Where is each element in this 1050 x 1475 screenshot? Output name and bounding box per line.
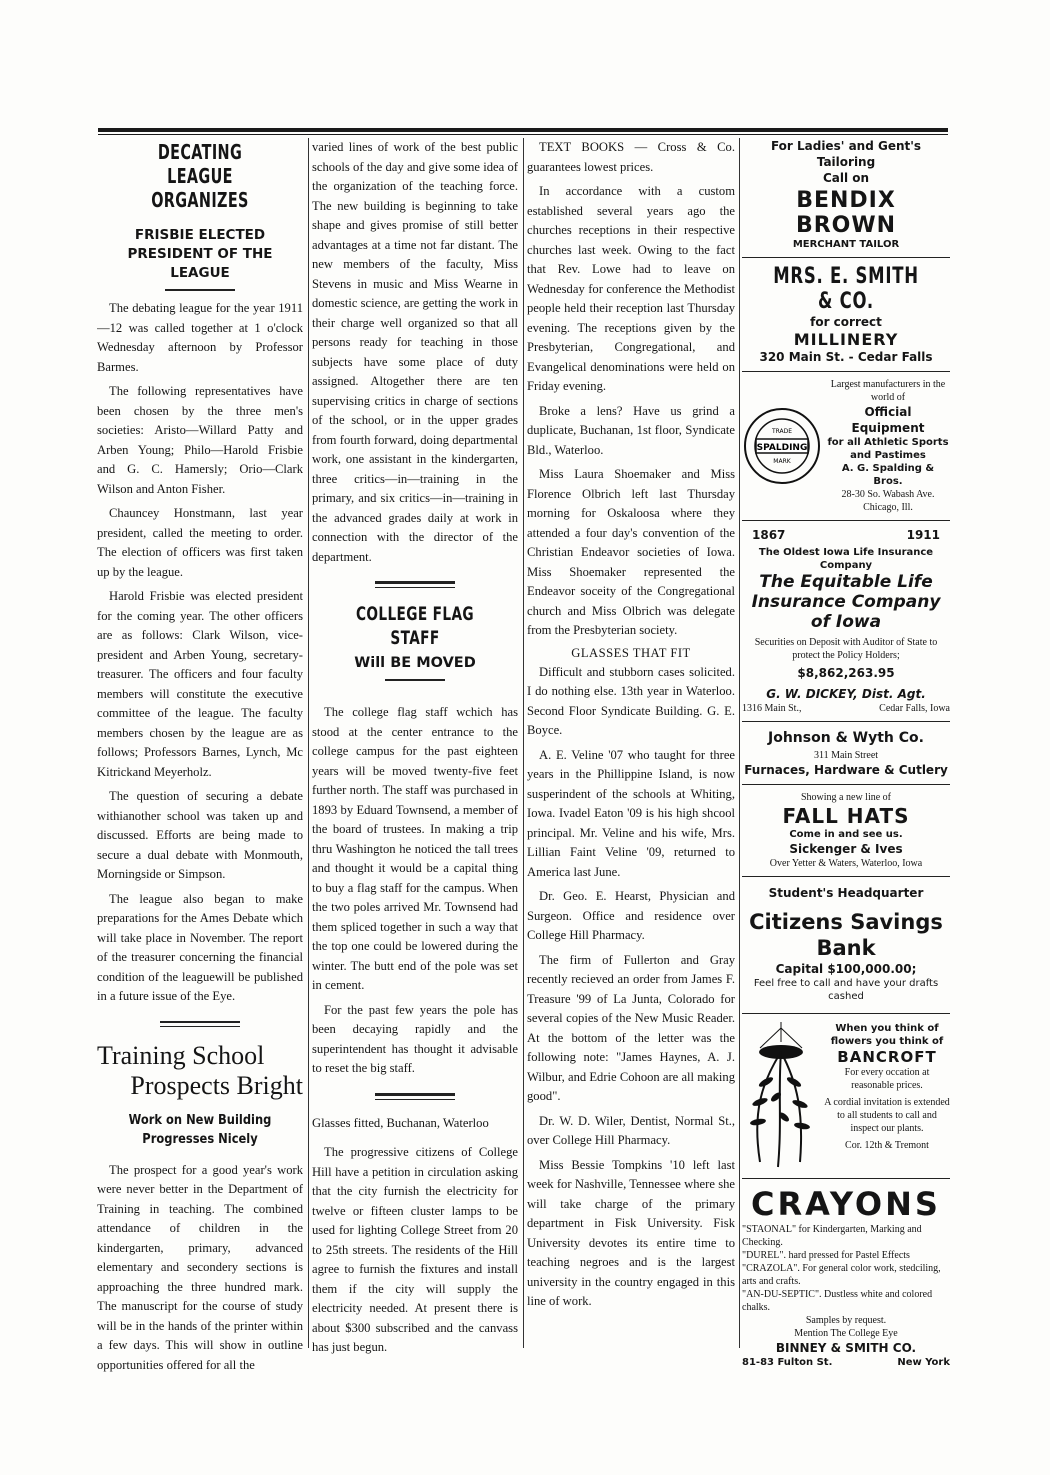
- ad-name: The Equitable Life: [759, 572, 933, 592]
- ad-text: Furnaces, Hardware & Cutlery: [744, 763, 948, 777]
- ad-text: for all Athletic Sports and Pastimes: [827, 437, 949, 461]
- ad-text: MERCHANT TAILOR: [792, 239, 900, 250]
- paragraph: The firm of Fullerton and Gray recently recieved an order from James F. Treasure '99 of La Junta, Colorado for several copies of the New Music Reader. At the bottom of the letter was the following note: "James Haynes, A. J. Wilbur, and Edrie Cohoon are all making good".: [527, 952, 735, 1103]
- paragraph: For the past few years the pole has been decaying rapidly and the superintendent has thought it advisable to reset the big staff.: [312, 1002, 518, 1075]
- ad-text: BINNEY & SMITH CO.: [775, 1341, 917, 1355]
- column-1: [97, 138, 303, 1380]
- paragraph: The question of securing a debate withianother school was taken up and discussed. Efforts are being made to secure a dual debate with Monmouth, Morningside or Simpson.: [97, 789, 303, 881]
- ad-text: 1867: [752, 528, 786, 542]
- ad-text: "CRAZOLA". For general color work, stedciling, arts and crafts.: [742, 1263, 941, 1287]
- paragraph: The prospect for a good year's work were never better in the Department of Training in teaching. The combined attendance of children in the kindergarten, primary, advanced elementary and secondery sections is approaching the three hundred mark. The manuscript for the course of study will be in the hands of the printer within a few days. This will show in outline opportunities offered for all the: [97, 1162, 303, 1372]
- ad-text: for correct: [810, 315, 882, 329]
- paragraph: varied lines of work of the best public schools of the day and give some idea of the organization of the teaching force. The new building is beginning to take shape and gives promise of still better advantages at a time not far distant. The new members of the faculty, Miss Stevens in music and Miss Wearne in domestic science, are getting the work in their charge well organized so that all persons ready for teaching in those subjects have some place of duty assigned. Altogether there are ten supervising critics in charge of sections of the school, or in the upper grades from fourth forward, doing departmental work, one assistant in the kindergarten, three critics—in—training in the primary, and six critics—in—training in the advanced grades daily at work in connection with the director of the department.: [312, 140, 518, 564]
- paragraph: The league also began to make preparations for the Ames Debate which will take place in November. The report of the treasurer concerning the financial condition of the leaguewill be published in a future issue of the Eye.: [97, 891, 303, 1003]
- ad-text: G. W. DICKEY, Dist. Agt.: [766, 687, 926, 701]
- paragraph: Harold Frisbie was elected president for the coming year. The other officers are as follows: Clark Wilson, vice-president and Arben Young, secretary-treasurer. The officers and four faculty members will constitute the executive committee of the league. The faculty members chosen by the league are as follows; Professors Barnes, Lynch, Mc Kitrickand Meyerholz.: [97, 589, 303, 779]
- ad-text: Over Yetter & Waters, Waterloo, Iowa: [769, 858, 923, 869]
- paragraph: Miss Laura Shoemaker and Miss Florence Olbrich left last Thursday morning for Oskaloosa where they attended a four day's convention of the Christian Endeavor societies of Iowa. Miss Shoemaker represented the Endeavor soceity of the Congregational church and Miss Olbrich was delegate from the Presbyterian society.: [527, 467, 735, 637]
- ad-text: Chicago, Ill.: [863, 502, 913, 513]
- ad-text: Student's Headquarter: [768, 886, 924, 900]
- ad-bendix-brown: [742, 138, 950, 251]
- paragraph: The progressive citizens of College Hill have a petition in circulation asking that the city furnish the electricity for twelve or fifteen cluster lamps to be used for lighting College Street from 20 to 25th streets. The residents of the Hill agree to furnish the fixtures and install them if the city will supply the electricity needed. At present there is about $300 subscribed and the canvass has just begun.: [312, 1145, 518, 1354]
- ad-name: of Iowa: [810, 612, 882, 632]
- ad-crayons: [742, 1185, 950, 1369]
- column-divider: [739, 138, 740, 1348]
- ad-text: 81-83 Fulton St.: [742, 1357, 833, 1368]
- paragraph: Difficult and stubborn cases solicited. I do nothing else. 13th year in Waterloo. Second Floor Syndicate Building. G. E. Boyce.: [527, 664, 735, 737]
- ad-text: Come in and see us.: [789, 829, 903, 840]
- ad-text: MILLINERY: [793, 330, 899, 349]
- ad-text: For every occation at reasonable prices.: [844, 1067, 930, 1091]
- ad-name: BANCROFT: [837, 1048, 937, 1066]
- ad-text: 1316 Main St.,: [742, 703, 802, 714]
- ad-text: Cedar Falls, Iowa: [879, 703, 950, 714]
- ad-text: The Oldest Iowa Life Insurance Company: [758, 547, 934, 571]
- ad-smith-millinery: [742, 264, 950, 365]
- paragraph: TEXT BOOKS — Cross & Co. guarantees lowest prices.: [527, 140, 735, 174]
- ad-text: Call on: [822, 171, 870, 185]
- divider: [742, 1178, 950, 1179]
- ad-text: 1911: [906, 528, 940, 542]
- ad-name: Citizens Savings: [749, 910, 943, 934]
- paragraph: The debating league for the year 1911—12 was called together at 1 o'clock Wednesday afternoon by Professor Barmes.: [97, 301, 303, 374]
- ad-text: "STAONAL" for Kindergarten, Marking and Checking.: [742, 1224, 922, 1248]
- ad-name: CRAYONS: [751, 1185, 941, 1223]
- divider: [742, 721, 950, 722]
- ad-text: When you think of flowers you think of: [830, 1023, 944, 1047]
- ad-text: A cordial invitation is extended to all students to call and inspect our plants.: [824, 1097, 950, 1134]
- top-rule-thin: [98, 134, 948, 135]
- ad-text: Cor. 12th & Tremont: [845, 1140, 929, 1151]
- ad-johnson-wyth: [742, 730, 950, 778]
- ad-text: Securities on Deposit with Auditor of State to protect the Policy Holders;: [754, 637, 938, 661]
- ad-text: Feel free to call and have your drafts cashed: [753, 978, 939, 1002]
- flag-headline: COLLEGE FLAG STAFF: [356, 603, 474, 649]
- glasses-heading: GLASSES THAT FIT: [571, 645, 691, 660]
- paragraph: Broke a lens? Have us grind a duplicate, Buchanan, 1st floor, Syndicate Bld., Waterloo.: [527, 403, 735, 457]
- paragraph: Dr. W. D. Wiler, Dentist, Normal St., over College Hill Pharmacy.: [527, 1113, 735, 1147]
- spalding-seal-text: SPALDING: [756, 443, 808, 453]
- ad-text: 320 Main St. - Cedar Falls: [759, 350, 933, 364]
- divider: [742, 876, 950, 877]
- divider: [742, 520, 950, 521]
- ad-text: "AN-DU-SEPTIC". Dustless white and colored chalks.: [742, 1289, 933, 1313]
- training-subhead: Work on New Building Progresses Nicely: [128, 1111, 272, 1147]
- flag-subhead: Will BE MOVED: [354, 655, 476, 671]
- ad-text: Largest manufacturers in the world of: [830, 379, 946, 403]
- paragraph: In accordance with a custom established several years ago the churches receptions in their respective churches last week. Owing to the fact that Rev. Lowe had to leave on Wednesday for conference the Methodist people held their reception last Thursday evening. The receptions given by the Presbyterian, Congregational, and Evangelical denominations were held on Friday evening.: [527, 184, 735, 393]
- paragraph: Miss Bessie Tompkins '10 left last week for Nashville, Tennessee where she will take charge of the primary department in Fisk University. Fisk University devotes its entire time to teaching negroes and is the largest university in the country engaged in this line of work.: [527, 1157, 735, 1308]
- separator: [160, 1021, 240, 1027]
- column-3: [527, 138, 735, 1317]
- paragraph: The college flag staff wchich has stood at the center entrance to the college campus for the past eighteen years will be moved twenty-five feet further north. The staff was purchased in 1893 by Eduard Townsend, a member of the board of trustees. In making a trip thru Washington he noticed the tall trees and thought it would be a capital thing to buy a flag staff for the campus. When the two poles arrived Mr. Townsend had them spliced together in such a way that the top one could be lowered during the winter. The butt end of the pole was set in cement.: [312, 705, 518, 992]
- divider: [742, 257, 950, 258]
- ad-spalding: [742, 378, 950, 514]
- ads-column: [742, 138, 950, 1369]
- paragraph: A. E. Veline '07 who taught for three years in the Phillippine Island, is now susperindent of the schools at Whiting, Iowa. Ivadel Eaton '09 is his high shcool principal. Mr. Veline and his wife, Mrs. Lillian Faint Veline '09, returned to America last June.: [527, 747, 735, 879]
- ad-name: BENDIX BROWN: [795, 188, 897, 238]
- glasses-line: Glasses fitted, Buchanan, Waterloo: [312, 1115, 489, 1130]
- ad-text: For Ladies' and Gent's Tailoring: [770, 139, 922, 169]
- ad-text: Samples by request.: [805, 1315, 887, 1326]
- paragraph: The following representatives have been chosen by the three men's societies: Aristo—Willard Patty and Arben Young; Philo—Harold Frisbie and G. C. Hamersly; Orio—Clark Wilson and Anton Fisher.: [97, 384, 303, 496]
- ad-text: 311 Main Street: [813, 750, 879, 761]
- article-headline: DECATING LEAGUE ORGANIZES: [151, 140, 249, 212]
- paragraph: Chauncey Honstmann, last year president, called the meeting to order. The election of officers was first taken up by the league.: [97, 506, 303, 579]
- column-divider: [523, 138, 524, 1348]
- svg-text:TRADE: TRADE: [771, 428, 793, 435]
- training-headline-2: Prospects Bright: [130, 1070, 303, 1100]
- divider: [742, 371, 950, 372]
- divider: [742, 1013, 950, 1014]
- ad-text: "DUREL". hard pressed for Pastel Effects: [742, 1250, 910, 1261]
- article-subhead: FRISBIE ELECTED PRESIDENT OF THE LEAGUE: [127, 227, 273, 281]
- column-divider: [308, 138, 309, 1348]
- svg-text:MARK: MARK: [773, 458, 791, 465]
- ad-citizens-bank: [742, 885, 950, 1003]
- ad-name: Insurance Company: [751, 592, 941, 612]
- ad-text: 28-30 So. Wabash Ave.: [841, 489, 935, 500]
- ad-text: New York: [897, 1357, 950, 1368]
- ad-text: $8,862,263.95: [797, 666, 895, 680]
- divider: [165, 289, 235, 291]
- ad-text: Mention The College Eye: [794, 1328, 898, 1339]
- ad-bancroft: [742, 1022, 950, 1172]
- ad-text: A. G. Spalding & Bros.: [841, 463, 935, 487]
- divider: [385, 679, 445, 681]
- ad-name: Bank: [816, 936, 876, 960]
- column-2: [312, 138, 518, 1363]
- paragraph: Dr. Geo. E. Hearst, Physician and Surgeon. Office and residence over College Hill Pharmacy.: [527, 889, 735, 942]
- divider: [742, 784, 950, 785]
- ad-text: Capital $100,000.00;: [775, 962, 917, 976]
- training-headline-1: Training School: [97, 1040, 265, 1070]
- fern-plant-icon: [742, 1022, 820, 1172]
- ad-name: Johnson & Wyth Co.: [768, 730, 924, 746]
- ad-name: MRS. E. SMITH & CO.: [773, 264, 919, 314]
- ad-text: Sickenger & Ives: [789, 842, 903, 856]
- top-rule: [98, 128, 948, 132]
- spalding-logo-icon: [742, 406, 822, 486]
- ad-text: Official Equipment: [851, 405, 925, 435]
- separator: [375, 1093, 455, 1100]
- ad-fall-hats: [742, 791, 950, 870]
- ad-text: Showing a new line of: [801, 792, 891, 803]
- separator: [375, 581, 455, 588]
- ad-equitable-life: [742, 527, 950, 715]
- ad-name: FALL HATS: [782, 804, 910, 828]
